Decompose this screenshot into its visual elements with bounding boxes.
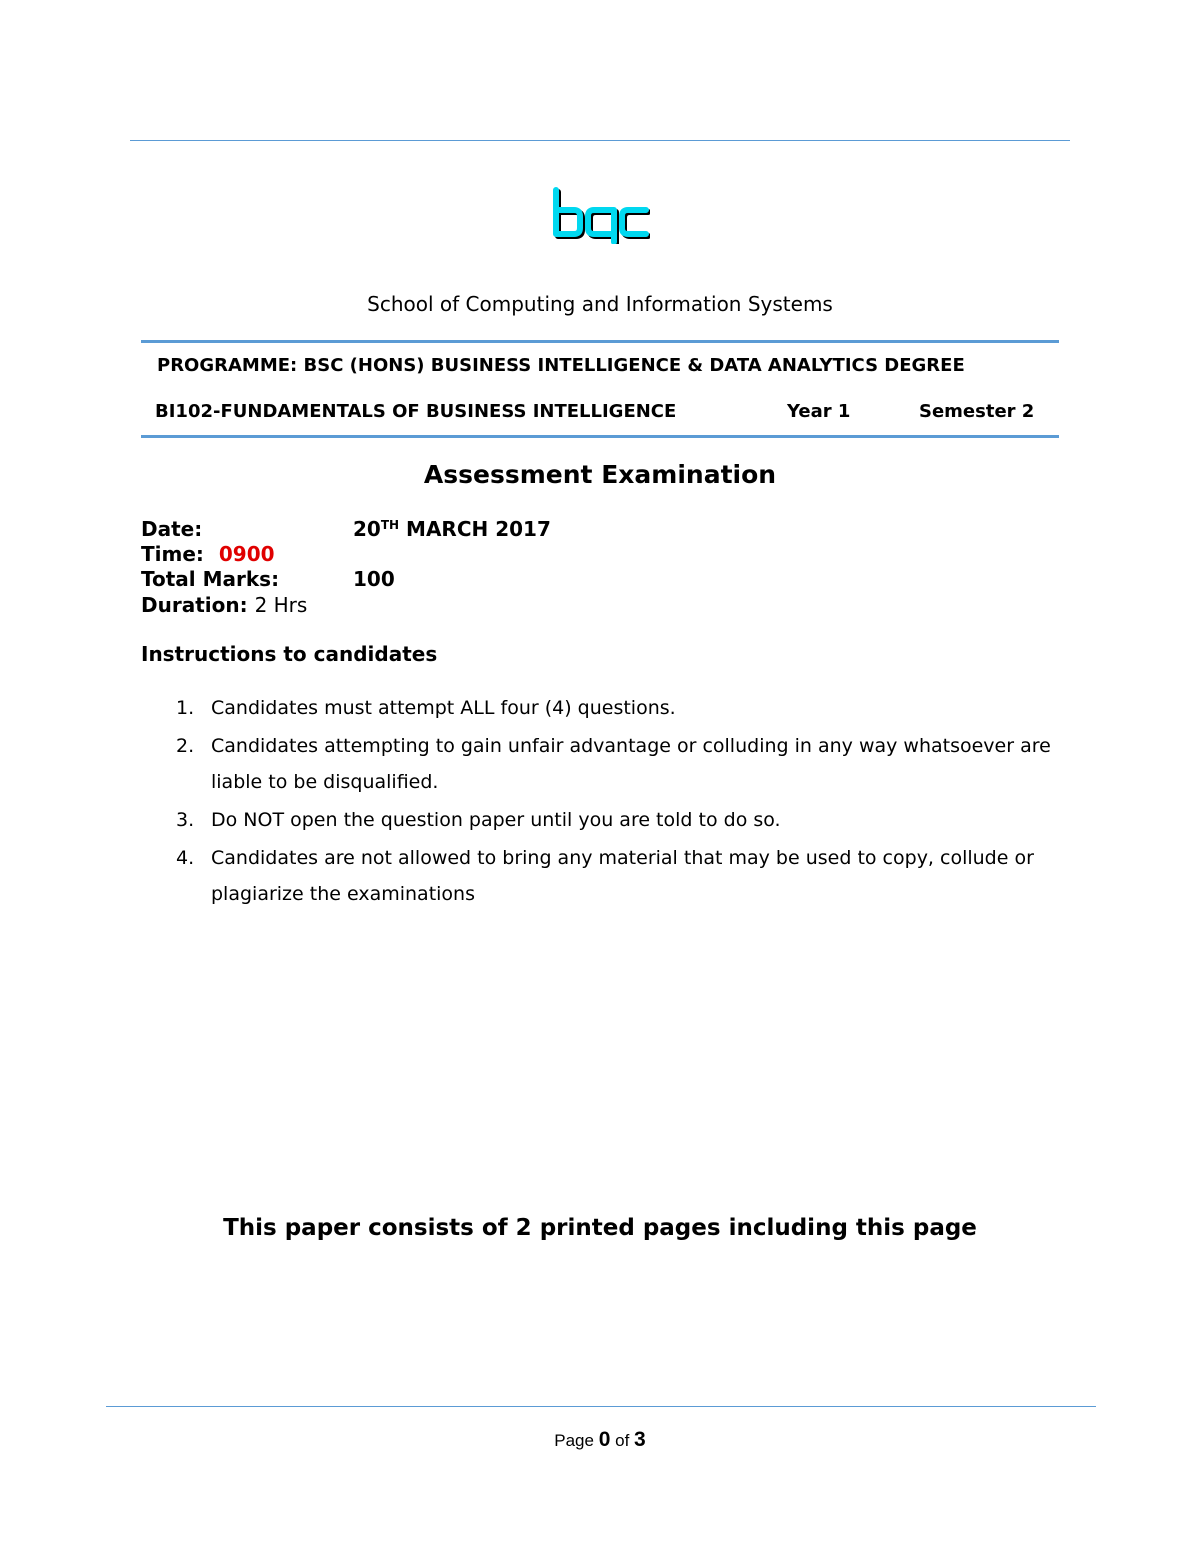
list-item: [141, 728, 1061, 800]
item-number: 4.: [176, 847, 195, 869]
instructions-list: [141, 690, 1061, 914]
page-total: 3: [634, 1428, 646, 1451]
exam-title: Assessment Examination: [423, 460, 777, 489]
item-number: 1.: [176, 697, 195, 719]
bqc-logo: [550, 186, 650, 244]
list-item: [141, 802, 1061, 838]
date-value: [353, 517, 551, 541]
semester-label: Semester 2: [919, 401, 1035, 422]
date-rest: MARCH 2017: [399, 517, 551, 541]
duration-label: Duration:: [141, 593, 248, 617]
marks-label: Total Marks:: [141, 567, 280, 591]
item-text: Candidates attempting to gain unfair advantage or colluding in any way whatsoever are liable to be disqualified.: [211, 735, 1051, 793]
course-title: BI102-FUNDAMENTALS OF BUSINESS INTELLIGENCE: [155, 401, 677, 422]
item-number: 3.: [176, 809, 195, 831]
item-text: Do NOT open the question paper until you are told to do so.: [211, 809, 781, 831]
of-word: of: [615, 1431, 630, 1450]
time-row: [141, 542, 275, 566]
page-word: Page: [554, 1431, 594, 1450]
school-name: School of Computing and Information Systems: [367, 292, 833, 316]
page-number: [0, 1428, 1200, 1452]
date-suffix: TH: [380, 518, 400, 532]
instructions-heading: Instructions to candidates: [141, 642, 438, 666]
item-text: Candidates must attempt ALL four (4) questions.: [211, 697, 676, 719]
item-text: Candidates are not allowed to bring any material that may be used to copy, collude or plagiarize the examinations: [211, 847, 1034, 905]
programme-bottom-rule: [141, 435, 1059, 438]
page-count-note: This paper consists of 2 printed pages including this page: [223, 1215, 977, 1241]
page-current: 0: [598, 1428, 611, 1451]
programme-title: PROGRAMME: BSC (HONS) BUSINESS INTELLIGENCE & DATA ANALYTICS DEGREE: [157, 355, 965, 376]
date-label: Date:: [141, 517, 203, 541]
time-label: Time:: [141, 542, 204, 566]
footer-rule: [106, 1406, 1096, 1407]
duration-row: [141, 593, 307, 617]
duration-value: 2 Hrs: [254, 593, 308, 617]
year-label: Year 1: [787, 401, 851, 422]
programme-top-rule: [141, 340, 1059, 343]
top-rule: [130, 140, 1070, 141]
list-item: [141, 690, 1061, 726]
time-value: 0900: [218, 542, 275, 566]
list-item: [141, 840, 1061, 912]
item-number: 2.: [176, 735, 195, 757]
date-day: 20: [353, 517, 381, 541]
marks-value: 100: [353, 567, 395, 591]
